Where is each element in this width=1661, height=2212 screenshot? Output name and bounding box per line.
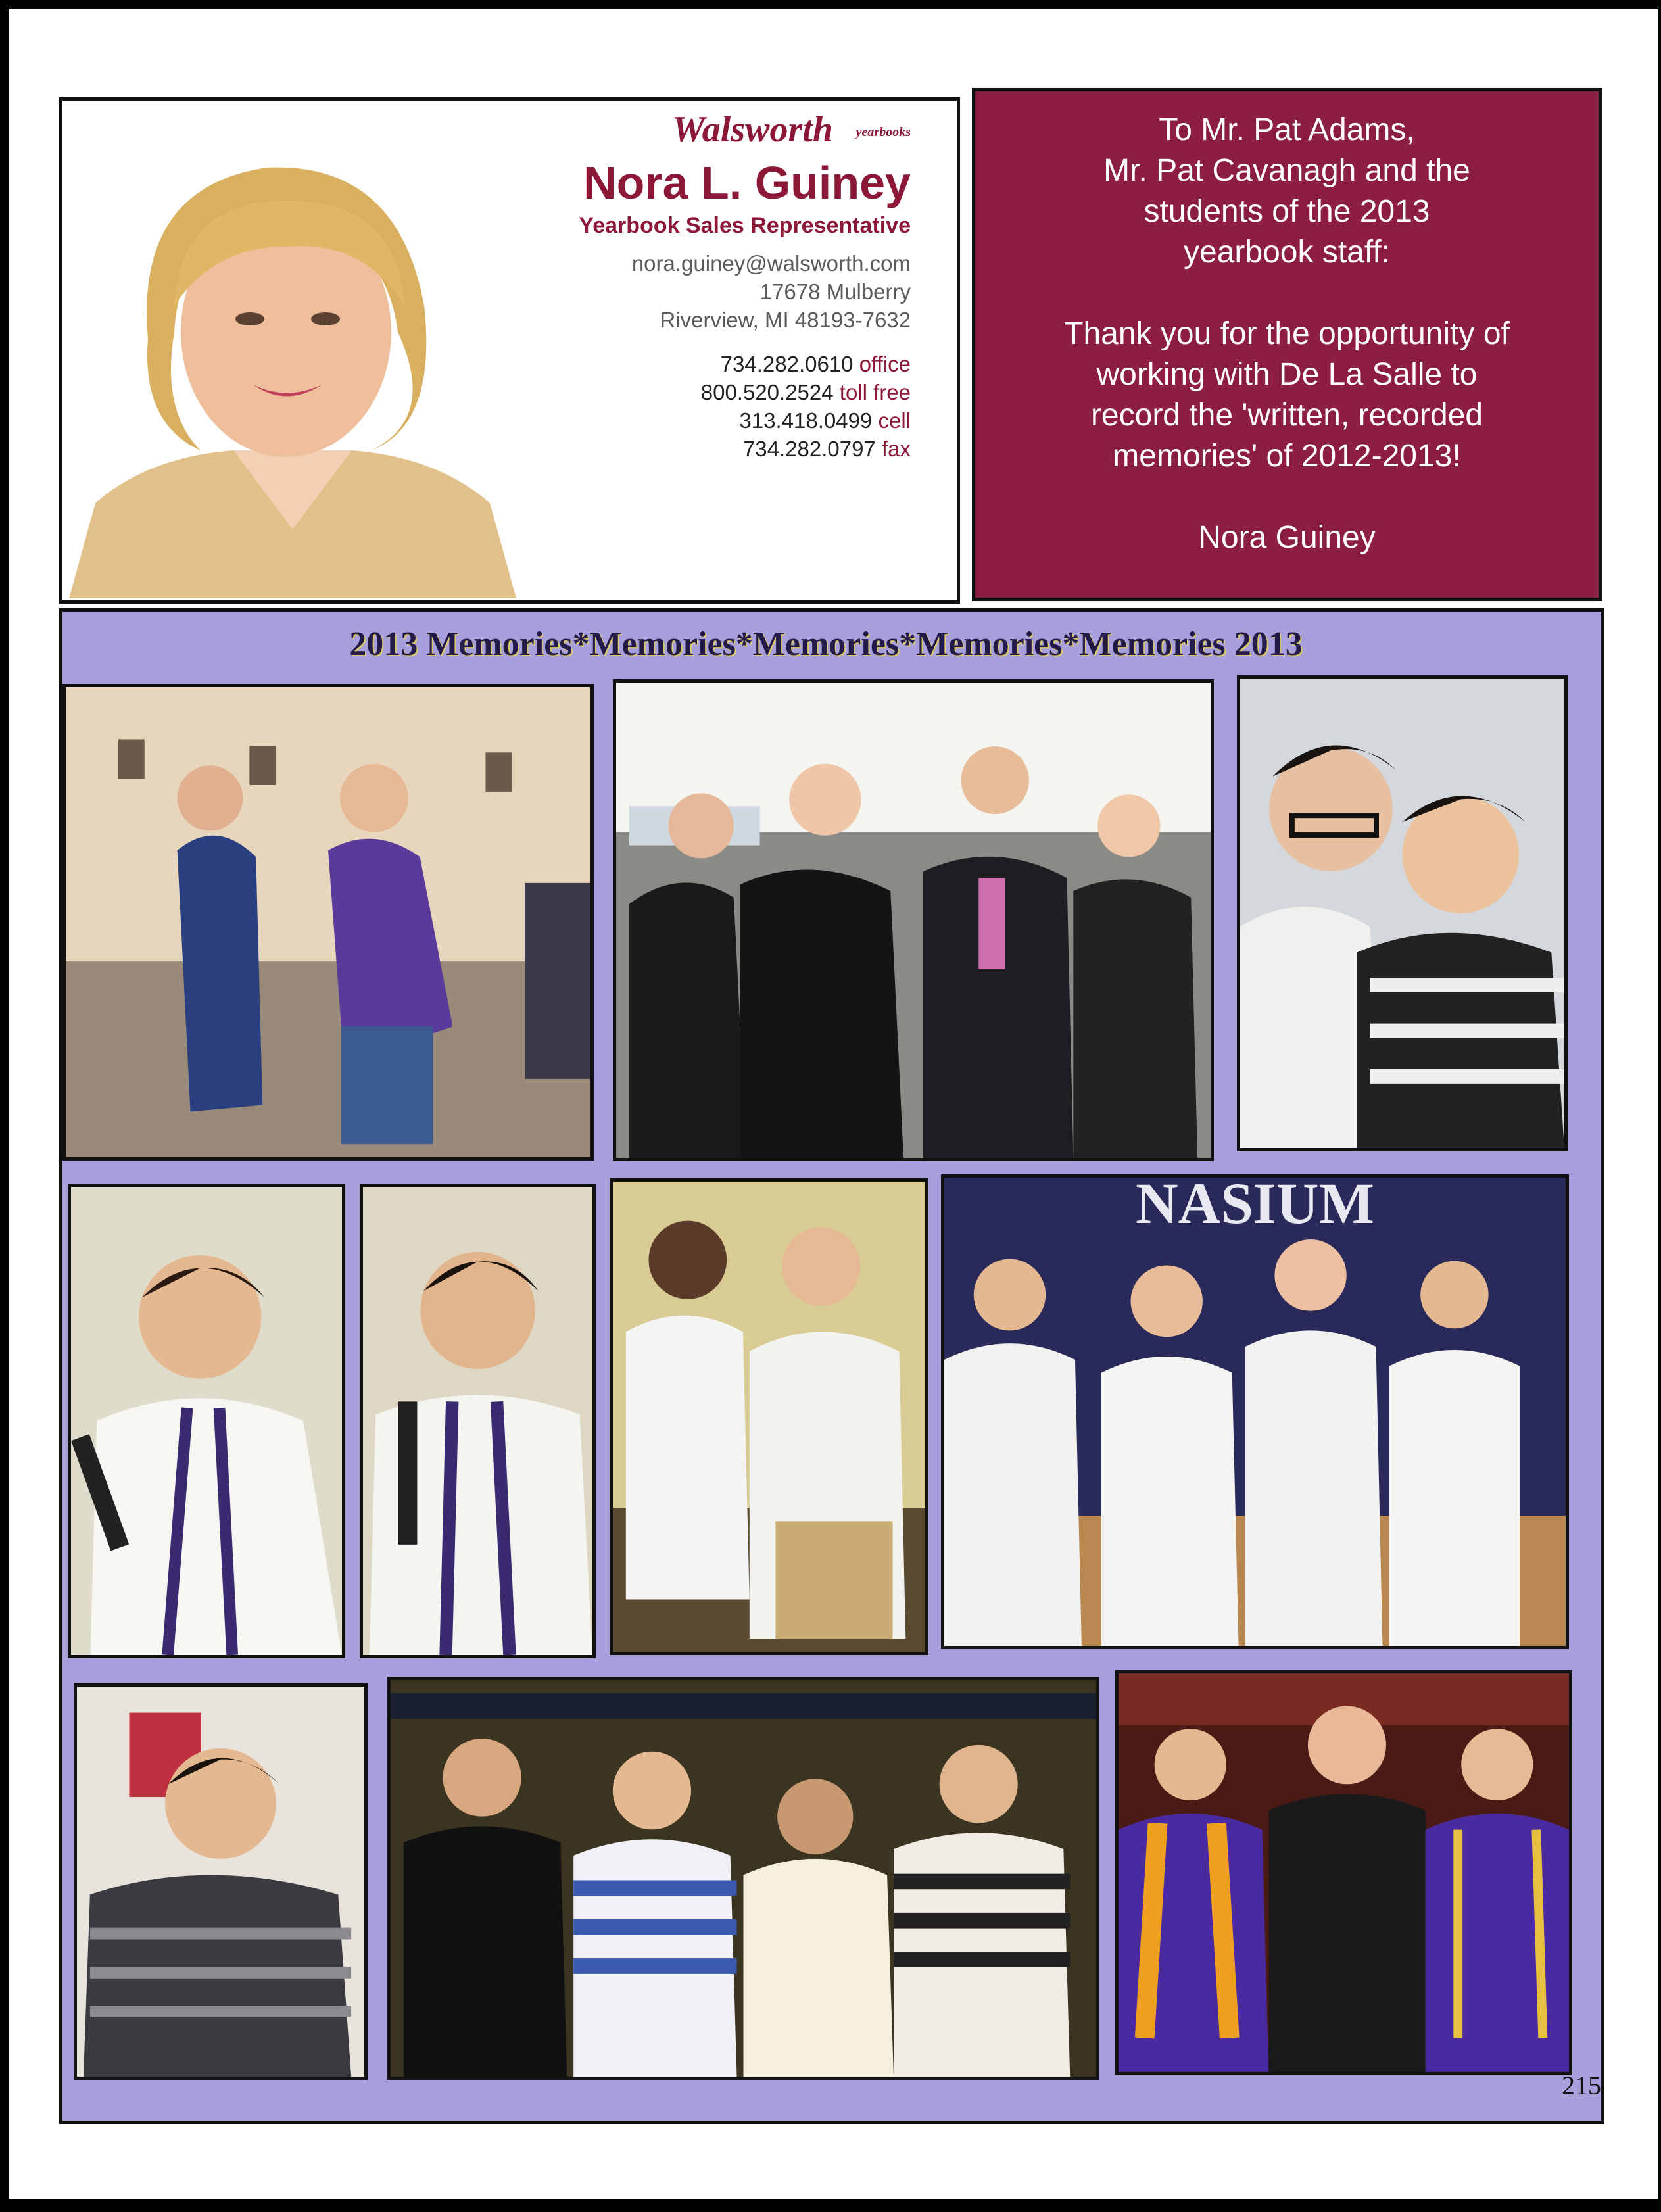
message-line: working with De La Salle to xyxy=(1096,357,1478,392)
contact-block xyxy=(434,108,911,463)
message-signature: Nora Guiney xyxy=(1198,520,1376,555)
photo-two-friends xyxy=(1237,675,1568,1151)
photo-student-studying xyxy=(74,1683,368,2080)
representative-title: Yearbook Sales Representative xyxy=(579,213,911,238)
page-number: 215 xyxy=(1562,2071,1601,2100)
email-text: nora.guiney@walsworth.com xyxy=(631,251,911,276)
message-line: Thank you for the opportunity of xyxy=(1064,316,1510,351)
photo-students-walking xyxy=(610,1178,928,1655)
photo-gymnasium-walk xyxy=(941,1174,1569,1649)
phone-fax: 734.282.0797 fax xyxy=(742,437,911,461)
message-line: students of the 2013 xyxy=(1143,194,1430,229)
logo-subtext: yearbooks xyxy=(855,125,911,139)
representative-name: Nora L. Guiney xyxy=(583,157,911,208)
phone-toll-free: 800.520.2524 toll free xyxy=(700,380,911,404)
walsworth-logo: Walsworth yearbooks xyxy=(434,108,911,151)
phone-cell: 313.418.0499 cell xyxy=(739,408,911,433)
photo-speaker-two xyxy=(360,1184,596,1658)
gym-wall-lettering: NASIUM xyxy=(1135,1178,1375,1237)
message-line: yearbook staff: xyxy=(1184,235,1390,270)
photo-graduation xyxy=(1115,1670,1572,2075)
photo-speaker-one xyxy=(68,1184,345,1658)
photo-classroom-pose xyxy=(62,684,594,1161)
phone-office: 734.282.0610 office xyxy=(720,352,911,376)
message-line: Mr. Pat Cavanagh and the xyxy=(1103,153,1470,188)
message-line: memories' of 2012-2013! xyxy=(1113,439,1461,473)
message-line: To Mr. Pat Adams, xyxy=(1159,112,1415,147)
collage-banner: 2013 Memories*Memories*Memories*Memories*Memories 2013 xyxy=(349,625,1303,663)
message-line: record the 'written, recorded xyxy=(1090,398,1483,433)
street-address: 17678 Mulberry xyxy=(759,279,911,304)
thank-you-message xyxy=(972,88,1602,601)
photo-formal-group xyxy=(613,679,1214,1161)
city-address: Riverview, MI 48193-7632 xyxy=(660,308,911,332)
phone-list xyxy=(434,350,911,463)
photo-four-friends xyxy=(387,1677,1099,2080)
